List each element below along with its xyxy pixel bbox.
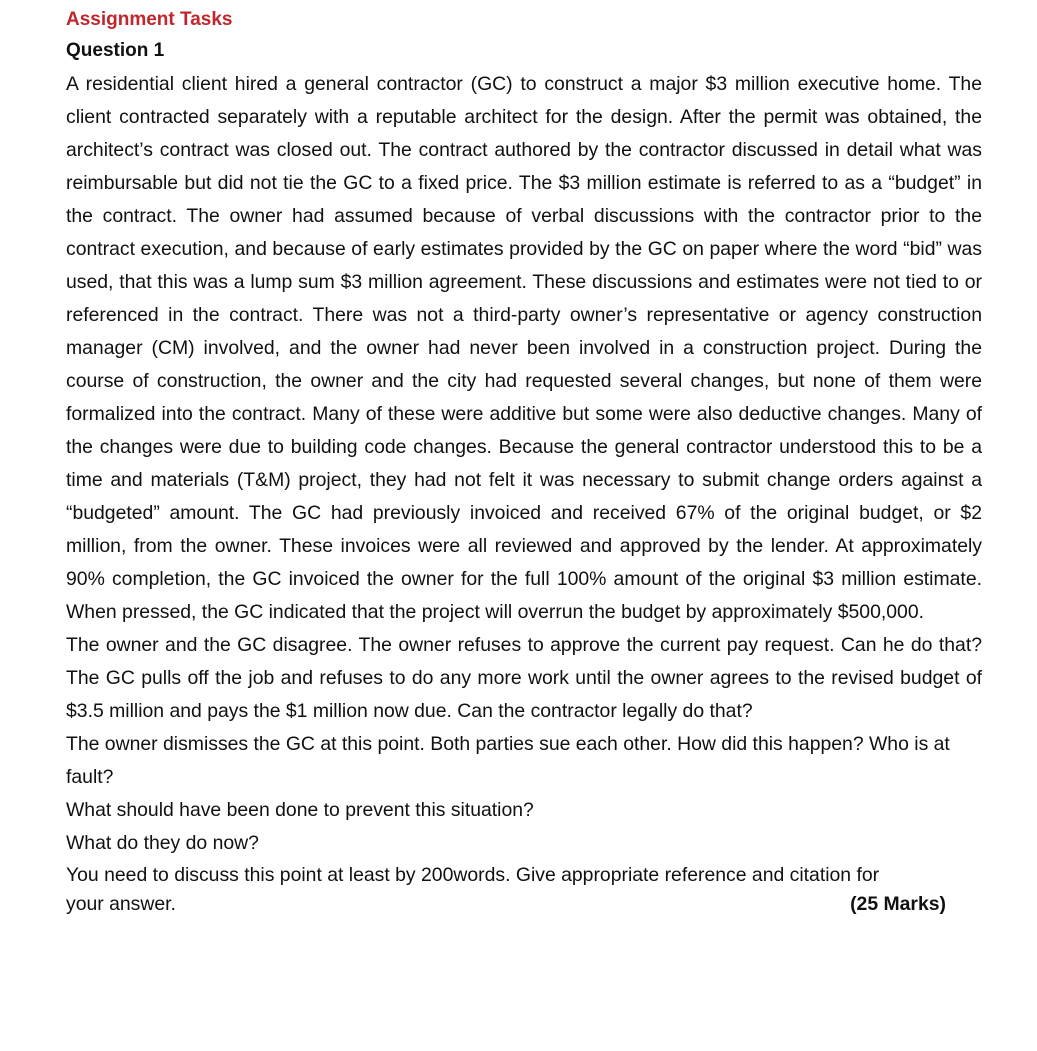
marks-label: (25 Marks) [850,893,946,915]
instruction-line: You need to discuss this point at least by 200words. Give appropriate reference and citation for [66,864,880,886]
instructions [66,861,978,919]
question-title: Question 1 [66,40,165,61]
dismissal-paragraph: The owner dismisses the GC at this point. Both parties sue each other. How did this happen? Who is at fault? [66,733,950,788]
next-steps-question: What do they do now? [66,832,259,854]
dispute-paragraph: The owner and the GC disagree. The owner refuses to approve the current pay request. Can he do that? The GC pulls off the job and refuses to do any more work until the owner agrees to the revised budget of $3.5 million and pays the $1 million now due. Can the contractor legally do that? [66,634,982,722]
instruction-line-end: your answer. [66,893,176,915]
assignment-heading: Assignment Tasks [66,9,233,30]
prevent-question: What should have been done to prevent this situation? [66,799,534,821]
assignment-document [66,6,982,919]
instruction-footer [66,890,946,919]
scenario-paragraph: A residential client hired a general contractor (GC) to construct a major $3 million executive home. The client contracted separately with a reputable architect for the design. After the permit was obtained, the architect’s contract was closed out. The contract authored by the contractor discussed in detail what was reimbursable but did not tie the GC to a fixed price. The $3 million estimate is referred to as a “budget” in the contract. The owner had assumed because of verbal discussions with the contractor prior to the contract execution, and because of early estimates provided by the GC on paper where the word “bid” was used, that this was a lump sum $3 million agreement. These discussions and estimates were not tied to or referenced in the contract. There was not a third-party owner’s representative or agency construction manager (CM) involved, and the owner had never been involved in a construction project. During the course of construction, the owner and the city had requested several changes, but none of them were formalized into the contract. Many of these were additive but some were also deductive changes. Many of the changes were due to building code changes. Because the general contractor understood this to be a time and materials (T&M) project, they had not felt it was necessary to submit change orders against a “budgeted” amount. The GC had previously invoiced and received 67% of the original budget, or $2 million, from the owner. These invoices were all reviewed and approved by the lender. At approximately 90% completion, the GC invoiced the owner for the full 100% amount of the original $3 million estimate. When pressed, the GC indicated that the project will overrun the budget by approximately $500,000. [66,73,982,623]
